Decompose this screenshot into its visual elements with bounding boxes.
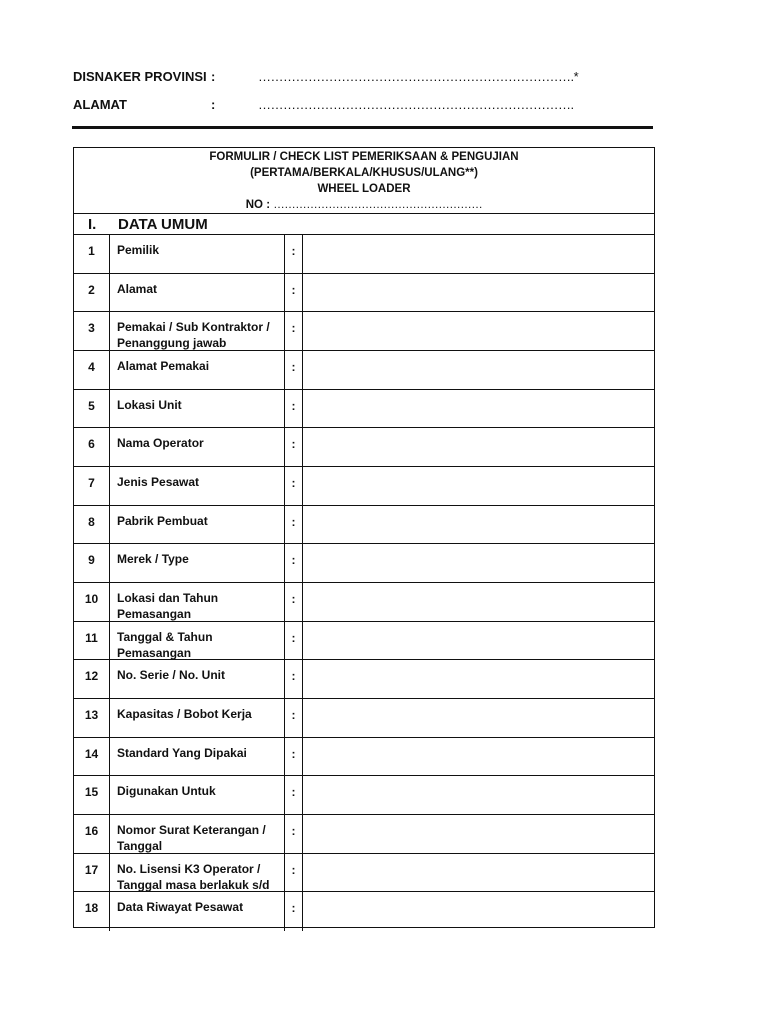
row-number: 17 bbox=[74, 854, 110, 892]
section-number: I. bbox=[88, 216, 97, 233]
row-colon: : bbox=[285, 506, 303, 544]
row-number: 16 bbox=[74, 815, 110, 853]
row-label: No. Serie / No. Unit bbox=[110, 660, 285, 698]
row-colon: : bbox=[285, 312, 303, 350]
row-number: 11 bbox=[74, 622, 110, 660]
row-colon: : bbox=[285, 854, 303, 892]
row-label: Digunakan Untuk bbox=[110, 776, 285, 814]
form-number-label: NO : bbox=[245, 199, 271, 211]
alamat-label: ALAMAT bbox=[73, 97, 127, 112]
row-number: 5 bbox=[74, 390, 110, 428]
row-value-field[interactable] bbox=[303, 274, 654, 312]
row-value-field[interactable] bbox=[303, 467, 654, 505]
row-label: Alamat Pemakai bbox=[110, 351, 285, 389]
row-colon: : bbox=[285, 815, 303, 853]
row-value-field[interactable] bbox=[303, 738, 654, 776]
row-value-field[interactable] bbox=[303, 235, 654, 273]
table-row bbox=[74, 351, 654, 390]
row-number: 8 bbox=[74, 506, 110, 544]
row-colon: : bbox=[285, 274, 303, 312]
alamat-colon: : bbox=[211, 97, 216, 112]
row-colon: : bbox=[285, 583, 303, 621]
table-row bbox=[74, 815, 654, 854]
row-number: 13 bbox=[74, 699, 110, 737]
row-value-field[interactable] bbox=[303, 351, 654, 389]
disnaker-label: DISNAKER PROVINSI bbox=[73, 69, 207, 84]
row-value-field[interactable] bbox=[303, 815, 654, 853]
table-row bbox=[74, 544, 654, 583]
table-row bbox=[74, 235, 654, 274]
row-value-field[interactable] bbox=[303, 854, 654, 892]
row-label: Alamat bbox=[110, 274, 285, 312]
row-label: Nomor Surat Keterangan / Tanggal bbox=[110, 815, 285, 853]
form-number-line bbox=[74, 197, 654, 213]
table-row bbox=[74, 428, 654, 467]
row-label: Pemilik bbox=[110, 235, 285, 273]
row-colon: : bbox=[285, 235, 303, 273]
row-colon: : bbox=[285, 544, 303, 582]
row-label: Kapasitas / Bobot Kerja bbox=[110, 699, 285, 737]
row-value-field[interactable] bbox=[303, 660, 654, 698]
form-title-line-2: (PERTAMA/BERKALA/KHUSUS/ULANG**) bbox=[250, 167, 478, 179]
table-row bbox=[74, 390, 654, 429]
row-number: 4 bbox=[74, 351, 110, 389]
row-label: Lokasi dan Tahun Pemasangan bbox=[110, 583, 285, 621]
form-number-field[interactable]: ………………………………………………… bbox=[273, 199, 483, 211]
table-row bbox=[74, 660, 654, 699]
row-colon: : bbox=[285, 738, 303, 776]
row-number: 14 bbox=[74, 738, 110, 776]
row-value-field[interactable] bbox=[303, 776, 654, 814]
row-label: Tanggal & Tahun Pemasangan bbox=[110, 622, 285, 660]
row-number: 2 bbox=[74, 274, 110, 312]
row-value-field[interactable] bbox=[303, 892, 654, 931]
disnaker-colon: : bbox=[211, 69, 216, 84]
table-row bbox=[74, 312, 654, 351]
row-label: Pabrik Pembuat bbox=[110, 506, 285, 544]
row-label: Pemakai / Sub Kontraktor / Penanggung jawab bbox=[110, 312, 285, 350]
table-row bbox=[74, 622, 654, 661]
alamat-field[interactable]: …………………………………………………………………. bbox=[258, 97, 574, 112]
row-number: 9 bbox=[74, 544, 110, 582]
form-title-line-3: WHEEL LOADER bbox=[317, 183, 411, 195]
row-value-field[interactable] bbox=[303, 312, 654, 350]
row-label: Nama Operator bbox=[110, 428, 285, 466]
table-row bbox=[74, 506, 654, 545]
row-label: Lokasi Unit bbox=[110, 390, 285, 428]
row-value-field[interactable] bbox=[303, 544, 654, 582]
row-colon: : bbox=[285, 776, 303, 814]
data-table bbox=[74, 235, 654, 931]
row-colon: : bbox=[285, 660, 303, 698]
row-label: Standard Yang Dipakai bbox=[110, 738, 285, 776]
row-label: Data Riwayat Pesawat bbox=[110, 892, 285, 931]
table-row bbox=[74, 583, 654, 622]
section-title: DATA UMUM bbox=[118, 216, 208, 233]
row-colon: : bbox=[285, 892, 303, 931]
table-row bbox=[74, 274, 654, 313]
row-number: 10 bbox=[74, 583, 110, 621]
form-title-line-1: FORMULIR / CHECK LIST PEMERIKSAAN & PENGUJIAN bbox=[209, 151, 519, 163]
table-row bbox=[74, 854, 654, 893]
row-number: 1 bbox=[74, 235, 110, 273]
row-value-field[interactable] bbox=[303, 390, 654, 428]
row-colon: : bbox=[285, 351, 303, 389]
form-title-block bbox=[74, 148, 654, 214]
row-value-field[interactable] bbox=[303, 428, 654, 466]
row-value-field[interactable] bbox=[303, 622, 654, 660]
row-label: No. Lisensi K3 Operator / Tanggal masa berlakuk s/d bbox=[110, 854, 285, 892]
table-row bbox=[74, 776, 654, 815]
table-row bbox=[74, 467, 654, 506]
row-number: 7 bbox=[74, 467, 110, 505]
section-header bbox=[74, 214, 654, 235]
row-value-field[interactable] bbox=[303, 699, 654, 737]
row-number: 15 bbox=[74, 776, 110, 814]
row-number: 3 bbox=[74, 312, 110, 350]
row-colon: : bbox=[285, 622, 303, 660]
row-label: Merek / Type bbox=[110, 544, 285, 582]
checklist-form bbox=[73, 147, 655, 928]
row-number: 12 bbox=[74, 660, 110, 698]
table-row bbox=[74, 892, 654, 931]
row-colon: : bbox=[285, 699, 303, 737]
header-divider bbox=[72, 126, 653, 129]
row-label: Jenis Pesawat bbox=[110, 467, 285, 505]
table-row bbox=[74, 699, 654, 738]
row-colon: : bbox=[285, 390, 303, 428]
row-value-field[interactable] bbox=[303, 583, 654, 621]
row-colon: : bbox=[285, 467, 303, 505]
row-value-field[interactable] bbox=[303, 506, 654, 544]
row-number: 18 bbox=[74, 892, 110, 931]
disnaker-field[interactable]: ………………………………………………………………….* bbox=[258, 69, 579, 84]
row-number: 6 bbox=[74, 428, 110, 466]
table-row bbox=[74, 738, 654, 777]
row-colon: : bbox=[285, 428, 303, 466]
